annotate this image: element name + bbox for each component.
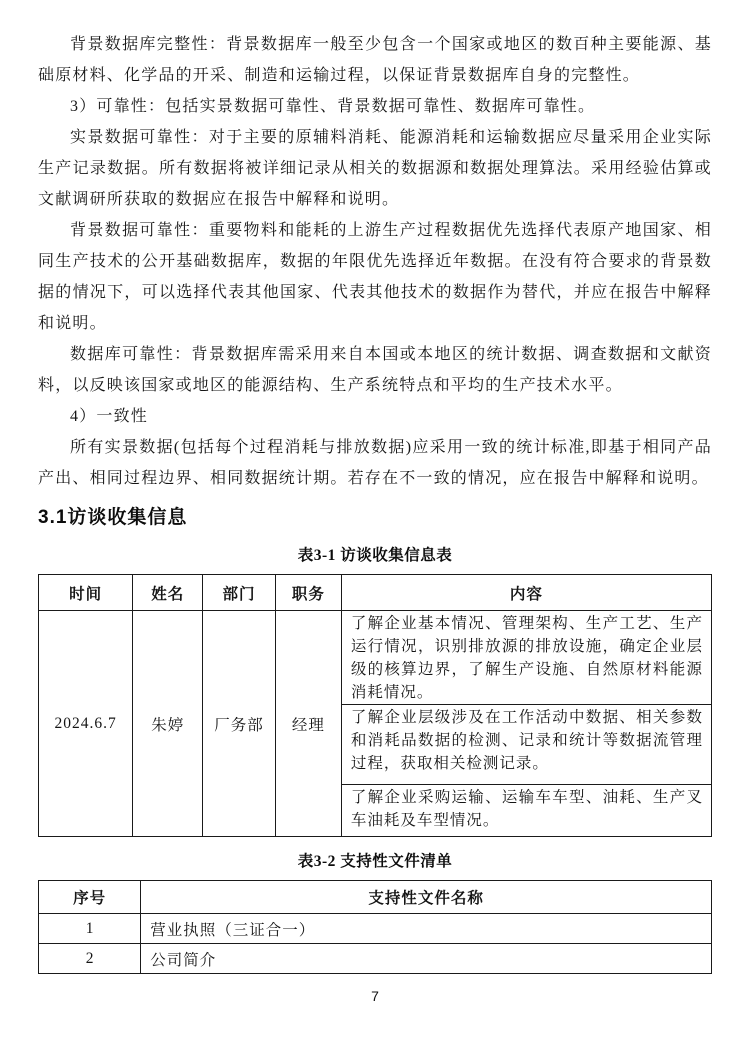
cell-content-3: 了解企业采购运输、运输车车型、油耗、生产叉车油耗及车型情况。 bbox=[341, 785, 711, 837]
cell-doc-name-2: 公司简介 bbox=[141, 944, 712, 974]
section-heading: 3.1访谈收集信息 bbox=[38, 507, 188, 528]
paragraph-consistency-heading: 4）一致性 bbox=[70, 408, 149, 425]
table1-header-time: 时间 bbox=[39, 575, 133, 611]
cell-doc-no-1: 1 bbox=[39, 914, 141, 944]
cell-name: 朱婷 bbox=[133, 611, 203, 837]
table1-caption: 表3-1 访谈收集信息表 bbox=[297, 547, 453, 564]
table1-header-dept: 部门 bbox=[203, 575, 276, 611]
table2-header-row bbox=[39, 881, 712, 914]
paragraph-foreground-data-reliability: 实景数据可靠性：对于主要的原辅料消耗、能源消耗和运输数据应尽量采用企业实际生产记录数据。所有数据将被详细记录从相关的数据源和数据处理算法。采用经验估算或文献调研所获取的数据应在报告中解释和说明。 bbox=[38, 129, 712, 208]
table2-row-2 bbox=[39, 944, 712, 974]
table1-header-row bbox=[39, 575, 712, 611]
cell-content-1: 了解企业基本情况、管理架构、生产工艺、生产运行情况，识别排放源的排放设施，确定企业层级的核算边界，了解生产设施、自然原材料能源消耗情况。 bbox=[341, 611, 711, 705]
paragraph-consistency-detail: 所有实景数据(包括每个过程消耗与排放数据)应采用一致的统计标准,即基于相同产品产出、相同过程边界、相同数据统计期。若存在不一致的情况，应在报告中解释和说明。 bbox=[38, 439, 712, 487]
interview-info-table bbox=[38, 574, 712, 837]
table2-row-1 bbox=[39, 914, 712, 944]
table2-header-docname: 支持性文件名称 bbox=[141, 881, 712, 914]
supporting-documents-table bbox=[38, 880, 712, 974]
table1-header-name: 姓名 bbox=[133, 575, 203, 611]
cell-time: 2024.6.7 bbox=[39, 611, 133, 837]
table1-header-title: 职务 bbox=[275, 575, 341, 611]
table2-header-no: 序号 bbox=[39, 881, 141, 914]
cell-doc-no-2: 2 bbox=[39, 944, 141, 974]
page-number: 7 bbox=[371, 988, 379, 1004]
cell-doc-name-1: 营业执照（三证合一） bbox=[141, 914, 712, 944]
paragraph-background-db-completeness: 背景数据库完整性：背景数据库一般至少包含一个国家或地区的数百种主要能源、基础原材料、化学品的开采、制造和运输过程，以保证背景数据库自身的完整性。 bbox=[38, 36, 712, 84]
paragraph-database-reliability: 数据库可靠性：背景数据库需采用来自本国或本地区的统计数据、调查数据和文献资料，以反映该国家或地区的能源结构、生产系统特点和平均的生产技术水平。 bbox=[38, 346, 712, 394]
table1-row-1 bbox=[39, 611, 712, 705]
cell-title: 经理 bbox=[275, 611, 341, 837]
cell-content-2: 了解企业层级涉及在工作活动中数据、相关参数和消耗品数据的检测、记录和统计等数据流管理过程，获取相关检测记录。 bbox=[341, 705, 711, 785]
paragraph-background-data-reliability: 背景数据可靠性：重要物料和能耗的上游生产过程数据优先选择代表原产地国家、相同生产技术的公开基础数据库，数据的年限优先选择近年数据。在没有符合要求的背景数据的情况下，可以选择代表其他国家、代表其他技术的数据作为替代，并应在报告中解释和说明。 bbox=[38, 222, 712, 332]
paragraph-reliability-intro: 3）可靠性：包括实景数据可靠性、背景数据可靠性、数据库可靠性。 bbox=[70, 98, 596, 115]
cell-dept: 厂务部 bbox=[203, 611, 276, 837]
table1-header-content: 内容 bbox=[341, 575, 711, 611]
table2-caption: 表3-2 支持性文件清单 bbox=[297, 853, 453, 870]
